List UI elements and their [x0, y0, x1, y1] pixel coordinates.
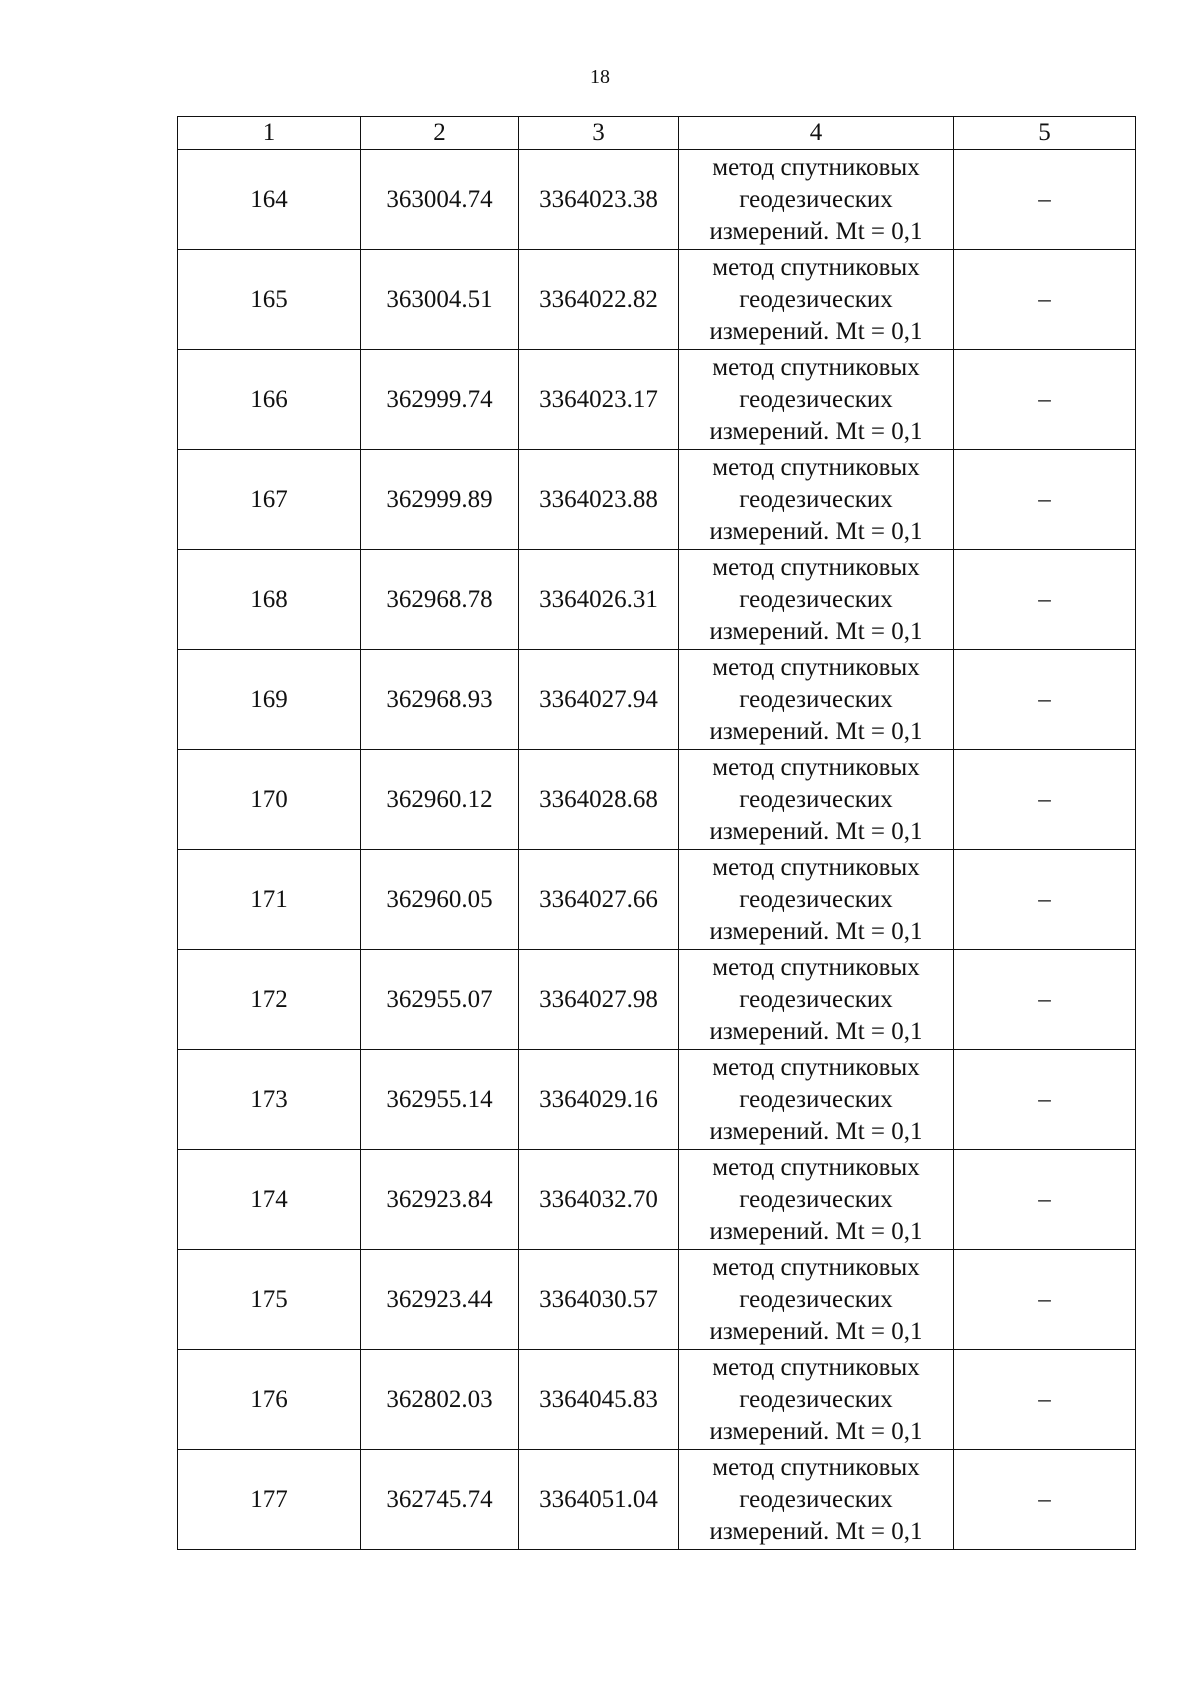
- y-coordinate-cell: 3364032.70: [519, 1150, 679, 1250]
- table-row: [178, 750, 1136, 850]
- point-number-cell: 177: [178, 1450, 361, 1550]
- page-number: 18: [590, 66, 610, 88]
- x-coordinate-cell: 362745.74: [361, 1450, 519, 1550]
- header-col-3: 3: [519, 117, 679, 150]
- method-line: измерений. Mt = 0,1: [709, 417, 923, 445]
- method-cell: [679, 850, 954, 950]
- method-cell: [679, 1350, 954, 1450]
- method-line: метод спутниковых: [712, 353, 920, 381]
- point-number-cell: 174: [178, 1150, 361, 1250]
- table-row: [178, 1150, 1136, 1250]
- method-cell: [679, 650, 954, 750]
- method-line: измерений. Mt = 0,1: [709, 1217, 923, 1245]
- method-line: метод спутниковых: [712, 1053, 920, 1081]
- x-coordinate-cell: 362960.05: [361, 850, 519, 950]
- method-line: метод спутниковых: [712, 853, 920, 881]
- point-number-cell: 164: [178, 150, 361, 250]
- point-number-cell: 173: [178, 1050, 361, 1150]
- header-col-2: 2: [361, 117, 519, 150]
- note-cell: –: [954, 1150, 1136, 1250]
- method-cell: [679, 950, 954, 1050]
- x-coordinate-cell: 362955.14: [361, 1050, 519, 1150]
- method-cell: [679, 550, 954, 650]
- y-coordinate-cell: 3364027.94: [519, 650, 679, 750]
- y-coordinate-cell: 3364030.57: [519, 1250, 679, 1350]
- method-line: геодезических: [739, 585, 893, 613]
- method-line: геодезических: [739, 985, 893, 1013]
- table-row: [178, 1350, 1136, 1450]
- point-number-cell: 176: [178, 1350, 361, 1450]
- y-coordinate-cell: 3364026.31: [519, 550, 679, 650]
- table-row: [178, 1450, 1136, 1550]
- table-row: [178, 550, 1136, 650]
- method-line: геодезических: [739, 185, 893, 213]
- y-coordinate-cell: 3364045.83: [519, 1350, 679, 1450]
- x-coordinate-cell: 363004.51: [361, 250, 519, 350]
- note-cell: –: [954, 550, 1136, 650]
- x-coordinate-cell: 362999.89: [361, 450, 519, 550]
- method-line: геодезических: [739, 685, 893, 713]
- method-line: измерений. Mt = 0,1: [709, 1417, 923, 1445]
- method-line: геодезических: [739, 885, 893, 913]
- y-coordinate-cell: 3364027.98: [519, 950, 679, 1050]
- method-line: измерений. Mt = 0,1: [709, 217, 923, 245]
- method-cell: [679, 750, 954, 850]
- method-line: метод спутниковых: [712, 1153, 920, 1181]
- point-number-cell: 175: [178, 1250, 361, 1350]
- header-col-1: 1: [178, 117, 361, 150]
- x-coordinate-cell: 362955.07: [361, 950, 519, 1050]
- x-coordinate-cell: 362960.12: [361, 750, 519, 850]
- method-line: геодезических: [739, 285, 893, 313]
- x-coordinate-cell: 362923.44: [361, 1250, 519, 1350]
- note-cell: –: [954, 950, 1136, 1050]
- note-cell: –: [954, 1250, 1136, 1350]
- method-line: измерений. Mt = 0,1: [709, 1117, 923, 1145]
- table-row: [178, 350, 1136, 450]
- point-number-cell: 170: [178, 750, 361, 850]
- table-row: [178, 850, 1136, 950]
- method-line: геодезических: [739, 1285, 893, 1313]
- method-cell: [679, 1450, 954, 1550]
- x-coordinate-cell: 362968.78: [361, 550, 519, 650]
- table-header: [178, 117, 1136, 150]
- table-body: [178, 150, 1136, 1550]
- table-row: [178, 250, 1136, 350]
- header-row: [178, 117, 1136, 150]
- method-line: геодезических: [739, 385, 893, 413]
- method-line: метод спутниковых: [712, 153, 920, 181]
- method-line: геодезических: [739, 1385, 893, 1413]
- method-line: геодезических: [739, 485, 893, 513]
- table-row: [178, 1250, 1136, 1350]
- table-row: [178, 950, 1136, 1050]
- note-cell: –: [954, 750, 1136, 850]
- method-line: метод спутниковых: [712, 753, 920, 781]
- header-col-4: 4: [679, 117, 954, 150]
- note-cell: –: [954, 650, 1136, 750]
- y-coordinate-cell: 3364023.88: [519, 450, 679, 550]
- method-line: измерений. Mt = 0,1: [709, 817, 923, 845]
- method-line: измерений. Mt = 0,1: [709, 317, 923, 345]
- method-line: метод спутниковых: [712, 653, 920, 681]
- note-cell: –: [954, 1050, 1136, 1150]
- point-number-cell: 171: [178, 850, 361, 950]
- y-coordinate-cell: 3364051.04: [519, 1450, 679, 1550]
- note-cell: –: [954, 150, 1136, 250]
- method-line: метод спутниковых: [712, 1453, 920, 1481]
- method-cell: [679, 350, 954, 450]
- note-cell: –: [954, 250, 1136, 350]
- method-cell: [679, 1250, 954, 1350]
- y-coordinate-cell: 3364027.66: [519, 850, 679, 950]
- note-cell: –: [954, 850, 1136, 950]
- x-coordinate-cell: 362999.74: [361, 350, 519, 450]
- x-coordinate-cell: 362923.84: [361, 1150, 519, 1250]
- method-line: измерений. Mt = 0,1: [709, 1517, 923, 1545]
- table-row: [178, 1050, 1136, 1150]
- method-line: геодезических: [739, 1485, 893, 1513]
- method-line: измерений. Mt = 0,1: [709, 1017, 923, 1045]
- note-cell: –: [954, 350, 1136, 450]
- method-line: метод спутниковых: [712, 1253, 920, 1281]
- y-coordinate-cell: 3364028.68: [519, 750, 679, 850]
- x-coordinate-cell: 363004.74: [361, 150, 519, 250]
- coordinates-table-container: [177, 116, 1135, 1550]
- point-number-cell: 165: [178, 250, 361, 350]
- method-line: измерений. Mt = 0,1: [709, 517, 923, 545]
- x-coordinate-cell: 362802.03: [361, 1350, 519, 1450]
- y-coordinate-cell: 3364029.16: [519, 1050, 679, 1150]
- method-line: метод спутниковых: [712, 453, 920, 481]
- y-coordinate-cell: 3364023.17: [519, 350, 679, 450]
- method-cell: [679, 250, 954, 350]
- method-cell: [679, 450, 954, 550]
- note-cell: –: [954, 1450, 1136, 1550]
- method-line: измерений. Mt = 0,1: [709, 617, 923, 645]
- table-row: [178, 450, 1136, 550]
- method-cell: [679, 1050, 954, 1150]
- point-number-cell: 172: [178, 950, 361, 1050]
- method-line: метод спутниковых: [712, 953, 920, 981]
- point-number-cell: 169: [178, 650, 361, 750]
- method-line: измерений. Mt = 0,1: [709, 717, 923, 745]
- method-cell: [679, 150, 954, 250]
- point-number-cell: 168: [178, 550, 361, 650]
- point-number-cell: 167: [178, 450, 361, 550]
- note-cell: –: [954, 450, 1136, 550]
- method-line: геодезических: [739, 1185, 893, 1213]
- method-line: геодезических: [739, 785, 893, 813]
- note-cell: –: [954, 1350, 1136, 1450]
- y-coordinate-cell: 3364023.38: [519, 150, 679, 250]
- method-line: геодезических: [739, 1085, 893, 1113]
- method-line: измерений. Mt = 0,1: [709, 1317, 923, 1345]
- method-line: метод спутниковых: [712, 1353, 920, 1381]
- coordinates-table: [177, 116, 1136, 1550]
- table-row: [178, 650, 1136, 750]
- header-col-5: 5: [954, 117, 1136, 150]
- method-line: метод спутниковых: [712, 253, 920, 281]
- method-line: измерений. Mt = 0,1: [709, 917, 923, 945]
- point-number-cell: 166: [178, 350, 361, 450]
- x-coordinate-cell: 362968.93: [361, 650, 519, 750]
- method-line: метод спутниковых: [712, 553, 920, 581]
- y-coordinate-cell: 3364022.82: [519, 250, 679, 350]
- method-cell: [679, 1150, 954, 1250]
- table-row: [178, 150, 1136, 250]
